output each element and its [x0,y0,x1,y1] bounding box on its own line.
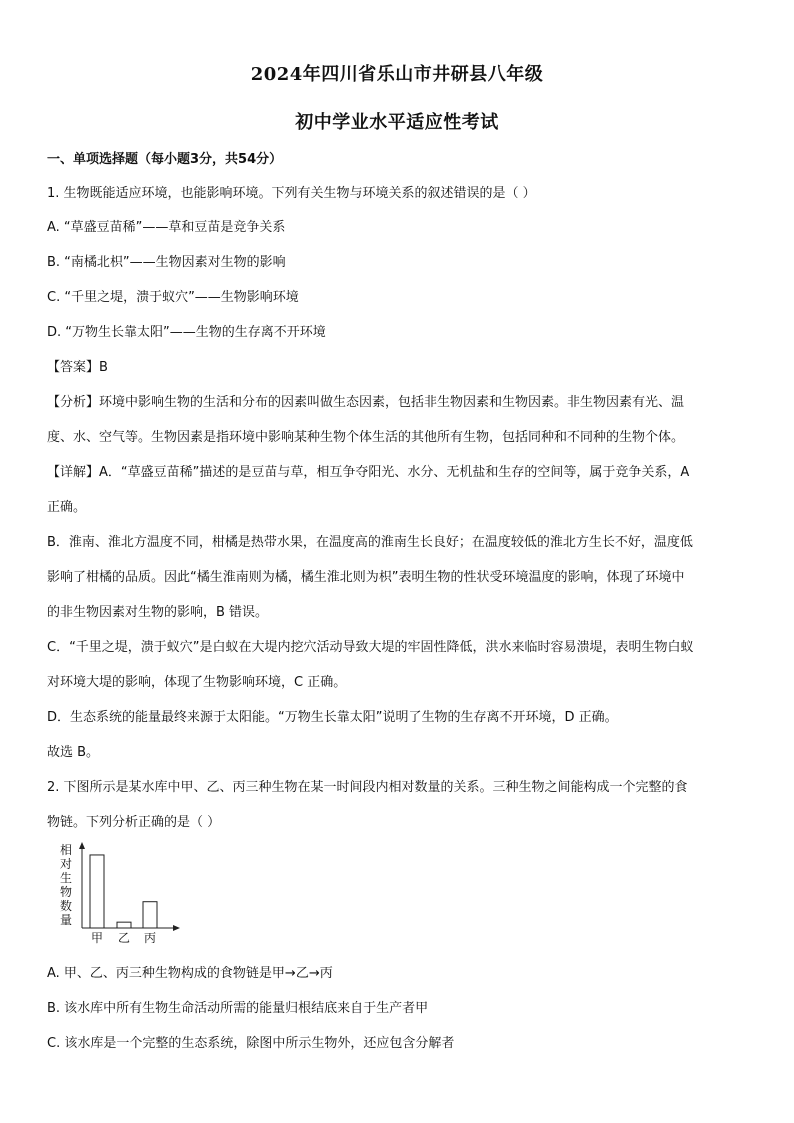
q1-option-d: D. “万物生长靠太阳”——生物的生存离不开环境 [47,325,326,340]
y-label-char: 数 [59,899,73,913]
exam-title-line1: 2024年四川省乐山市井研县八年级 [250,64,544,85]
y-label-char: 相 [59,843,73,857]
q1-detail-line: 正确。 [47,500,87,515]
q1-detail-line: D．生态系统的能量最终来源于太阳能。“万物生长靠太阳”说明了生物的生存离不开环境，D 正确。 [47,710,618,725]
q2-option-b: B. 该水库中所有生物生命活动所需的能量归根结底来自于生产者甲 [47,1001,429,1016]
y-label-char: 物 [59,885,73,899]
q1-analysis-line: 【分析】环境中影响生物的生活和分布的因素叫做生态因素，包括非生物因素和生物因素。非生物因素有光、温 [47,395,685,410]
relative-population-bar-chart [50,842,190,946]
y-label-char: 对 [59,857,73,871]
q1-detail-line: C．“千里之堤，溃于蚁穴”是白蚁在大堤内挖穴活动导致大堤的牢固性降低，洪水来临时容易溃堤，表明生物白蚁 [47,640,694,655]
bar-3 [143,902,157,928]
q1-detail-line: 故选 B。 [47,745,100,760]
x-axis-arrow [173,925,180,931]
q2-stem-line: 2. 下图所示是某水库中甲、乙、丙三种生物在某一时间段内相对数量的关系。三种生物之间能构成一个完整的食 [47,780,688,795]
q1-analysis-line: 度、水、空气等。生物因素是指环境中影响某种生物个体生活的其他所有生物，包括同种和不同种的生物个体。 [47,430,685,445]
q2-stem-line: 物链。下列分析正确的是（ ） [47,815,221,830]
exam-title-line2: 初中学业水平适应性考试 [295,112,499,133]
q1-detail-line: 【详解】A．“草盛豆苗稀”描述的是豆苗与草，相互争夺阳光、水分、无机盐和生存的空间等，属于竞争关系，A [47,465,690,480]
q2-option-c: C. 该水库是一个完整的生态系统，除图中所示生物外，还应包含分解者 [47,1036,455,1051]
y-axis-label [60,842,72,927]
section-heading: 一、单项选择题（每小题3分，共54分） [47,152,283,167]
q1-option-b: B. “南橘北枳”——生物因素对生物的影响 [47,255,286,270]
q1-detail-line: B．淮南、淮北方温度不同，柑橘是热带水果，在温度高的淮南生长良好；在温度较低的淮北方生长不好，温度低 [47,535,693,550]
q2-option-a: A. 甲、乙、丙三种生物构成的食物链是甲→乙→丙 [47,966,333,981]
y-label-char: 生 [59,871,73,885]
q1-option-c: C. “千里之堤，溃于蚁穴”——生物影响环境 [47,290,299,305]
q1-detail-line: 对环境大堤的影响，体现了生物影响环境，C 正确。 [47,675,347,690]
q1-detail-line: 的非生物因素对生物的影响，B 错误。 [47,605,269,620]
bar-2 [117,922,131,928]
y-label-char: 量 [59,913,73,927]
q1-detail-line: 影响了柑橘的品质。因此“橘生淮南则为橘，橘生淮北则为枳”表明生物的性状受环境温度的影响，体现了环境中 [47,570,685,585]
q1-option-a: A. “草盛豆苗稀”——草和豆苗是竞争关系 [47,220,286,235]
bar-1 [90,855,104,928]
q1-stem: 1. 生物既能适应环境，也能影响环境。下列有关生物与环境关系的叙述错误的是（ ） [47,186,536,201]
x-tick-label: 甲 [90,931,104,945]
x-tick-label: 丙 [143,931,157,945]
q1-answer: 【答案】B [47,360,108,375]
x-tick-label: 乙 [117,931,131,945]
y-axis-arrow [79,842,85,849]
